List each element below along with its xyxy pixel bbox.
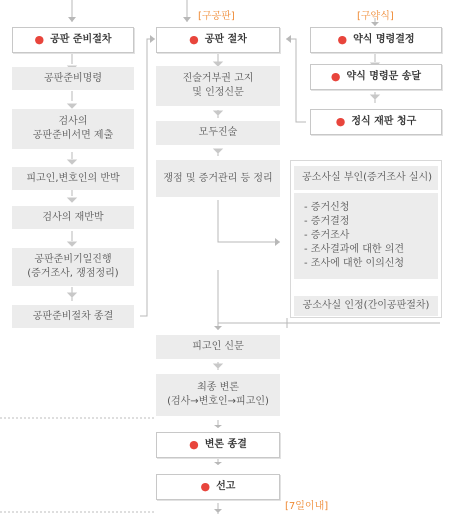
step-label: 변론 종결 [204,439,247,450]
step-label-line1: 검사의 [58,116,88,127]
step-label: 공판 준비절차 [50,34,112,45]
evidence-item: - 증거결정 [304,216,350,227]
step-prep-end: 공판준비절차 종결 [12,305,134,328]
step-trial-procedure [156,27,280,53]
step-label-line1: 공판준비기일진행 [34,254,112,265]
step-label-line2: 공판준비서면 제출 [32,130,114,141]
tag-gugongpan: [구공판] [198,11,235,22]
step-formal-trial-request [310,109,442,135]
bullet-dot-icon: ● [337,33,348,46]
step-label: 공판 절차 [204,34,247,45]
step-defense-rebuttal: 피고인,변호인의 반박 [12,167,134,190]
evidence-item: - 조사결과에 대한 의견 [304,244,405,255]
step-prep-hearing [12,248,134,286]
step-summary-order [310,27,442,53]
step-sentence [156,474,280,500]
step-label-line1: 진술거부권 고지 [182,73,254,84]
step-label: 정식 재판 청구 [351,116,417,127]
bullet-dot-icon: ● [330,70,341,83]
bullet-dot-icon: ● [335,115,346,128]
step-silence-notice [156,66,280,106]
step-argument-end [156,432,280,458]
step-prosecutor-brief [12,109,134,149]
step-label: 약식 명령문 송달 [346,71,422,82]
evidence-list [294,193,438,279]
step-label: 약식 명령결정 [353,34,415,45]
bullet-dot-icon: ● [34,33,45,46]
step-label-line2: (검사→변호인→피고인) [167,396,269,407]
evidence-panel-title: 공소사실 부인(증거조사 실시) [294,166,438,190]
evidence-panel-footer: 공소사실 인정(간이공판절차) [294,296,438,316]
step-opening-statement: 모두진술 [156,121,280,145]
bullet-dot-icon: ● [189,438,199,451]
step-prep-order: 공판준비명령 [12,67,134,90]
step-label-line2: 및 인정신문 [192,87,244,98]
step-label: 선고 [216,481,236,492]
step-label-line1: 최종 변론 [197,382,239,393]
step-defendant-questioning: 피고인 신문 [156,335,280,359]
bullet-dot-icon: ● [189,33,199,46]
tag-7days: [7일이내] [285,501,329,512]
evidence-item: - 조사에 대한 이의신청 [304,258,405,269]
evidence-item: - 증거조사 [304,230,350,241]
evidence-item: - 증거신청 [304,202,350,213]
step-prosecutor-rerebuttal: 검사의 재반박 [12,206,134,229]
step-issue-evidence: 쟁점 및 증거관리 등 정리 [156,160,280,197]
step-closing-argument [156,374,280,416]
tag-guyaksik: [구약식] [357,11,394,22]
step-trial-prep [12,27,134,53]
step-summary-delivery [310,64,442,90]
step-label-line2: (증거조사, 쟁점정리) [27,268,119,279]
bullet-dot-icon: ● [200,480,211,493]
